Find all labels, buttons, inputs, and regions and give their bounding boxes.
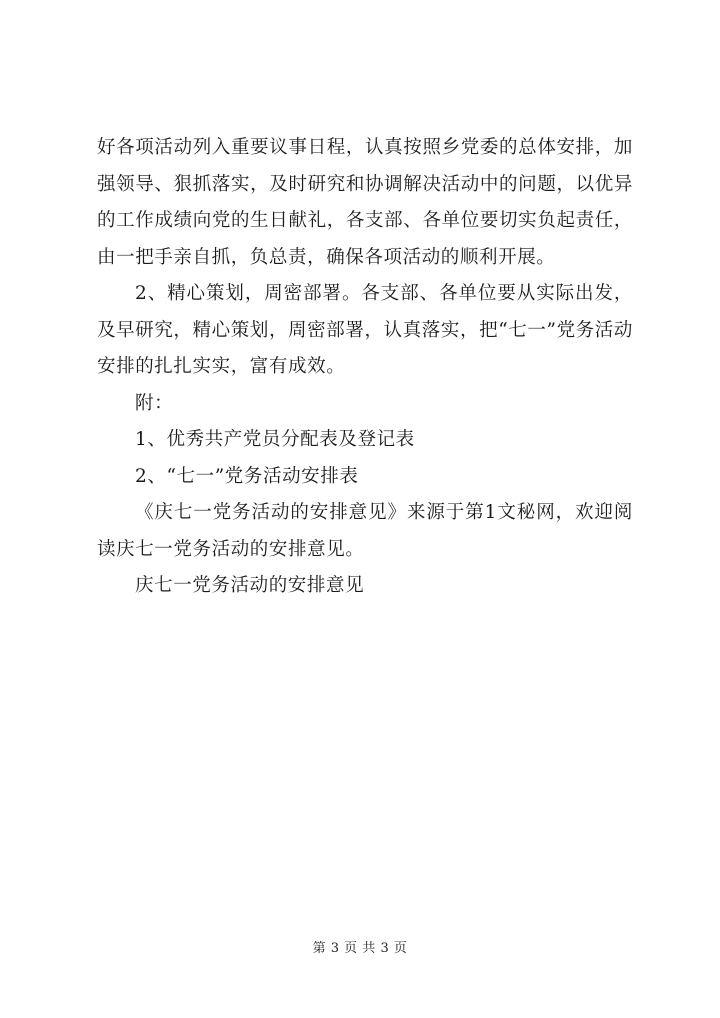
- paragraph-closing-title: 庆七一党务活动的安排意见: [135, 575, 365, 596]
- paragraph-source-note: 《庆七一党务活动的安排意见》来源于第1文秘网，欢迎阅读庆七一党务活动的安排意见。: [97, 502, 633, 560]
- page-number-footer: 第 3 页 共 3 页: [312, 941, 408, 956]
- attachment-item-2: 2、“七一”党务活动安排表: [135, 465, 359, 487]
- paragraph-continuation: 好各项活动列入重要议事日程，认真按照乡党委的总体安排，加强领导、狠抓落实，及时研究和协调解决活动中的问题，以优异的工作成绩向党的生日献礼，各支部、各单位要切实负起责任，由一把手亲自抓，负总责，确保各项活动的顺利开展。: [97, 137, 633, 268]
- paragraph-attachment-heading: 附：: [135, 392, 174, 414]
- document-body: [97, 130, 633, 605]
- paragraph-planning: 2、精心策划，周密部署。各支部、各单位要从实际出发，及早研究，精心策划，周密部署，认真落实，把“七一”党务活动安排的扎扎实实，富有成效。: [97, 283, 633, 377]
- attachment-item-1: 1、优秀共产党员分配表及登记表: [135, 429, 415, 450]
